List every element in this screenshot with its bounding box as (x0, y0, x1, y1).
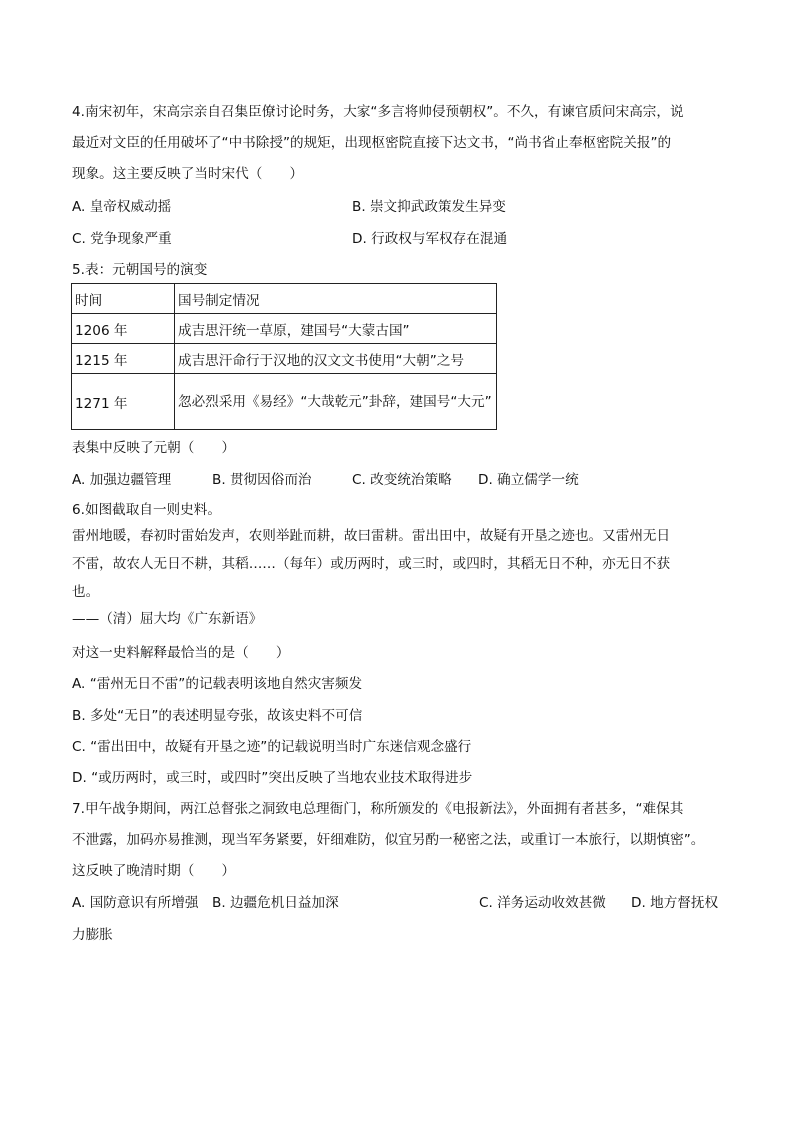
q6-option-a: A. “雷州无日不雷”的记载表明该地自然灾害频发 (72, 676, 363, 692)
q6-stem: 对这一史料解释最恰当的是（ ） (72, 645, 290, 661)
q7-stem-line-1: 7.甲午战争期间，两江总督张之洞致电总理衙门，称所颁发的《电报新法》，外面拥有者甚多，“难保其 (72, 801, 684, 817)
table-cell-detail: 成吉思汗命行于汉地的汉文文书使用“大朝”之号 (175, 344, 497, 374)
q7-stem-line-2: 不泄露，加码亦易推测，现当军务紧要，奸细难防，似宜另酌一秘密之法，或重订一本旅行，以期慎密”。 (72, 832, 705, 848)
q6-quote-line-1: 雷州地暖，春初时雷始发声，农则举趾而耕，故曰雷耕。雷出田中，故疑有开垦之迹也。又雷州无日 (72, 528, 671, 544)
q4-stem-line-2: 最近对文臣的任用破坏了“中书除授”的规矩，出现枢密院直接下达文书，“尚书省止奉枢密院关报”的 (72, 135, 672, 151)
q6-option-c: C. “雷出田中，故疑有开垦之迹”的记载说明当时广东迷信观念盛行 (72, 739, 472, 755)
q7-option-d: D. 地方督抚权 (631, 895, 719, 911)
q7-stem-line-3: 这反映了晚清时期（ ） (72, 863, 236, 879)
q7-option-c: C. 洋务运动收效甚微 (479, 895, 606, 911)
q4-option-c: C. 党争现象严重 (72, 231, 172, 247)
table-header-row (72, 284, 497, 314)
q5-option-c: C. 改变统治策略 (352, 472, 452, 488)
q6-source: ——（清）屈大均《广东新语》 (72, 611, 263, 627)
q4-option-b: B. 崇文抑武政策发生异变 (352, 199, 506, 215)
table-row (72, 314, 497, 344)
table-cell-year: 1215 年 (72, 344, 175, 374)
table-row (72, 344, 497, 374)
table-cell-detail: 成吉思汗统一草原，建国号“大蒙古国” (175, 314, 497, 344)
q5-table (71, 283, 497, 430)
q6-option-b: B. 多处“无日”的表述明显夸张，故该史料不可信 (72, 708, 363, 724)
q5-option-a: A. 加强边疆管理 (72, 472, 172, 488)
q4-stem-line-3: 现象。这主要反映了当时宋代（ ） (72, 166, 304, 182)
q6-title: 6.如图截取自一则史料。 (72, 502, 221, 518)
q7-option-b: B. 边疆危机日益加深 (212, 895, 339, 911)
q6-quote-line-2: 不雷，故农人无日不耕，其稻……（每年）或历两时，或三时，或四时，其稻无日不种，亦无日不获 (72, 556, 671, 572)
table-cell-detail (175, 374, 497, 430)
q7-option-a: A. 国防意识有所增强 (72, 895, 199, 911)
table-cell-year: 1206 年 (72, 314, 175, 344)
table-row (72, 374, 497, 430)
q4-option-a: A. 皇帝权威动摇 (72, 199, 172, 215)
table-header-detail: 国号制定情况 (175, 284, 497, 314)
q5-option-d: D. 确立儒学一统 (478, 472, 579, 488)
q5-title: 5.表：元朝国号的演变 (72, 262, 208, 278)
q5-option-b: B. 贯彻因俗而治 (212, 472, 312, 488)
table-cell-detail-text: 忽必烈采用《易经》“大哉乾元”卦辞，建国号“大元” (178, 393, 492, 410)
q4-stem-line-1: 4.南宋初年，宋高宗亲自召集臣僚讨论时务，大家“多言将帅侵预朝权”。不久，有谏官质问宋高宗，说 (72, 104, 684, 120)
q6-option-d: D. “或历两时，或三时，或四时”突出反映了当地农业技术取得进步 (72, 770, 473, 786)
q7-option-d-wrap: 力膨胀 (72, 927, 113, 943)
q4-option-d: D. 行政权与军权存在混通 (352, 231, 508, 247)
q5-stem: 表集中反映了元朝（ ） (72, 440, 236, 456)
table-cell-year: 1271 年 (72, 374, 175, 430)
q6-quote-line-3: 也。 (72, 584, 100, 600)
table-header-time: 时间 (72, 284, 175, 314)
